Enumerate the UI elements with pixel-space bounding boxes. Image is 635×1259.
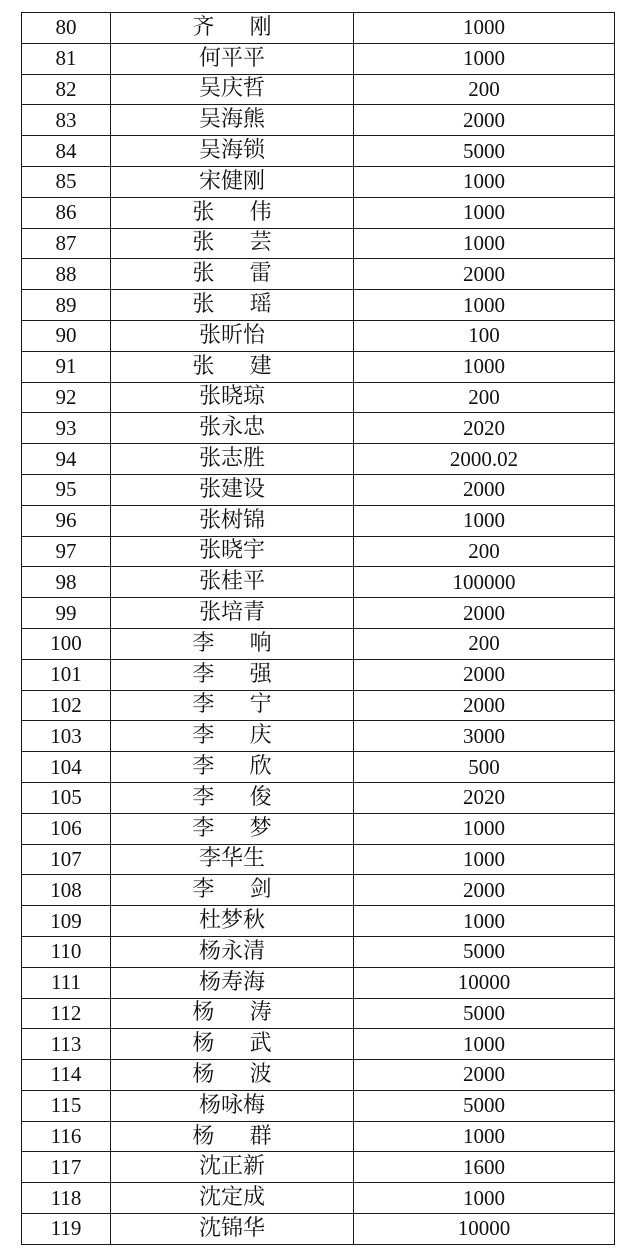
donor-name: 杜梦秋 (111, 906, 354, 937)
donation-amount: 5000 (354, 936, 615, 967)
table-row (22, 1090, 615, 1121)
table-row (22, 813, 615, 844)
row-number: 103 (22, 721, 111, 752)
donation-amount: 2020 (354, 782, 615, 813)
donation-amount: 1000 (354, 228, 615, 259)
row-number: 113 (22, 1029, 111, 1060)
donor-name: 张树锦 (111, 505, 354, 536)
row-number: 116 (22, 1121, 111, 1152)
table-row (22, 1152, 615, 1183)
table-row (22, 598, 615, 629)
table-row (22, 43, 615, 74)
donor-name: 李俊 (111, 782, 354, 813)
donor-name: 杨咏梅 (111, 1090, 354, 1121)
row-number: 84 (22, 136, 111, 167)
donation-amount: 1000 (354, 813, 615, 844)
table-row (22, 721, 615, 752)
table-row (22, 567, 615, 598)
row-number: 97 (22, 536, 111, 567)
row-number: 92 (22, 382, 111, 413)
row-number: 88 (22, 259, 111, 290)
donor-name: 张瑶 (111, 290, 354, 321)
row-number: 112 (22, 998, 111, 1029)
donation-amount: 1000 (354, 166, 615, 197)
table-row (22, 998, 615, 1029)
donor-name: 张昕怡 (111, 320, 354, 351)
donation-amount: 5000 (354, 136, 615, 167)
donor-name: 宋健刚 (111, 166, 354, 197)
donor-name: 吴海锁 (111, 136, 354, 167)
donor-name: 李宁 (111, 690, 354, 721)
donation-amount: 1000 (354, 351, 615, 382)
table-row (22, 505, 615, 536)
row-number: 83 (22, 105, 111, 136)
donor-name: 李响 (111, 628, 354, 659)
row-number: 90 (22, 320, 111, 351)
donation-amount: 3000 (354, 721, 615, 752)
donation-amount: 10000 (354, 967, 615, 998)
table-row (22, 259, 615, 290)
table-row (22, 444, 615, 475)
donor-name: 杨群 (111, 1121, 354, 1152)
table-row (22, 228, 615, 259)
donor-name: 杨波 (111, 1060, 354, 1091)
donor-name: 张建 (111, 351, 354, 382)
donation-amount: 5000 (354, 998, 615, 1029)
table-row (22, 105, 615, 136)
donor-name: 李梦 (111, 813, 354, 844)
row-number: 94 (22, 444, 111, 475)
donor-name: 张培青 (111, 598, 354, 629)
donor-name: 何平平 (111, 43, 354, 74)
row-number: 85 (22, 166, 111, 197)
row-number: 107 (22, 844, 111, 875)
donor-name: 李华生 (111, 844, 354, 875)
donor-name: 李强 (111, 659, 354, 690)
donation-amount: 5000 (354, 1090, 615, 1121)
donation-table-body (22, 13, 615, 1245)
donor-name: 杨武 (111, 1029, 354, 1060)
donor-name: 张芸 (111, 228, 354, 259)
row-number: 89 (22, 290, 111, 321)
table-row (22, 690, 615, 721)
table-row (22, 536, 615, 567)
donor-name: 李欣 (111, 752, 354, 783)
donation-amount: 100 (354, 320, 615, 351)
donor-name: 沈锦华 (111, 1214, 354, 1245)
table-row (22, 1121, 615, 1152)
row-number: 82 (22, 74, 111, 105)
donation-amount: 2000 (354, 659, 615, 690)
table-row (22, 906, 615, 937)
donation-amount: 1000 (354, 290, 615, 321)
table-row (22, 659, 615, 690)
donation-amount: 1000 (354, 1029, 615, 1060)
donation-amount: 2000.02 (354, 444, 615, 475)
table-row (22, 413, 615, 444)
table-row (22, 136, 615, 167)
donation-amount: 200 (354, 628, 615, 659)
donation-table (21, 12, 615, 1245)
table-row (22, 382, 615, 413)
donation-amount: 200 (354, 536, 615, 567)
donation-amount: 2000 (354, 875, 615, 906)
donation-amount: 1000 (354, 906, 615, 937)
row-number: 100 (22, 628, 111, 659)
donor-name: 沈定成 (111, 1183, 354, 1214)
table-row (22, 166, 615, 197)
donation-amount: 1000 (354, 13, 615, 44)
row-number: 105 (22, 782, 111, 813)
table-row (22, 320, 615, 351)
row-number: 86 (22, 197, 111, 228)
table-row (22, 74, 615, 105)
row-number: 118 (22, 1183, 111, 1214)
row-number: 104 (22, 752, 111, 783)
row-number: 119 (22, 1214, 111, 1245)
row-number: 87 (22, 228, 111, 259)
table-row (22, 290, 615, 321)
table-row (22, 1029, 615, 1060)
donation-amount: 1000 (354, 197, 615, 228)
donor-name: 李庆 (111, 721, 354, 752)
table-row (22, 875, 615, 906)
donor-name: 吴海熊 (111, 105, 354, 136)
donor-name: 张晓琼 (111, 382, 354, 413)
table-row (22, 782, 615, 813)
row-number: 98 (22, 567, 111, 598)
row-number: 108 (22, 875, 111, 906)
donation-amount: 500 (354, 752, 615, 783)
row-number: 81 (22, 43, 111, 74)
row-number: 114 (22, 1060, 111, 1091)
donation-amount: 1000 (354, 43, 615, 74)
donor-name: 杨涛 (111, 998, 354, 1029)
donation-amount: 100000 (354, 567, 615, 598)
table-row (22, 197, 615, 228)
donor-name: 张晓宇 (111, 536, 354, 567)
row-number: 117 (22, 1152, 111, 1183)
donation-amount: 2020 (354, 413, 615, 444)
donation-amount: 200 (354, 382, 615, 413)
table-row (22, 967, 615, 998)
row-number: 95 (22, 474, 111, 505)
donor-name: 齐刚 (111, 13, 354, 44)
row-number: 109 (22, 906, 111, 937)
donation-amount: 1600 (354, 1152, 615, 1183)
donation-amount: 2000 (354, 259, 615, 290)
donation-amount: 1000 (354, 844, 615, 875)
donation-amount: 1000 (354, 1121, 615, 1152)
donor-name: 沈正新 (111, 1152, 354, 1183)
table-row (22, 844, 615, 875)
row-number: 106 (22, 813, 111, 844)
donation-amount: 2000 (354, 105, 615, 136)
donation-amount: 2000 (354, 598, 615, 629)
donation-amount: 2000 (354, 1060, 615, 1091)
donor-name: 张志胜 (111, 444, 354, 475)
donation-amount: 2000 (354, 690, 615, 721)
row-number: 93 (22, 413, 111, 444)
table-row (22, 1214, 615, 1245)
donor-name: 张永忠 (111, 413, 354, 444)
row-number: 99 (22, 598, 111, 629)
donor-name: 杨永清 (111, 936, 354, 967)
table-row (22, 1183, 615, 1214)
donor-name: 吴庆哲 (111, 74, 354, 105)
table-row (22, 936, 615, 967)
donation-amount: 1000 (354, 505, 615, 536)
donation-amount: 200 (354, 74, 615, 105)
donor-name: 杨寿海 (111, 967, 354, 998)
row-number: 102 (22, 690, 111, 721)
table-row (22, 628, 615, 659)
table-row (22, 1060, 615, 1091)
row-number: 80 (22, 13, 111, 44)
table-row (22, 13, 615, 44)
donation-amount: 1000 (354, 1183, 615, 1214)
table-row (22, 474, 615, 505)
donor-name: 李剑 (111, 875, 354, 906)
row-number: 110 (22, 936, 111, 967)
row-number: 101 (22, 659, 111, 690)
donation-amount: 2000 (354, 474, 615, 505)
donor-name: 张桂平 (111, 567, 354, 598)
donation-amount: 10000 (354, 1214, 615, 1245)
row-number: 96 (22, 505, 111, 536)
row-number: 91 (22, 351, 111, 382)
table-row (22, 351, 615, 382)
row-number: 115 (22, 1090, 111, 1121)
row-number: 111 (22, 967, 111, 998)
table-row (22, 752, 615, 783)
donor-name: 张建设 (111, 474, 354, 505)
donor-name: 张雷 (111, 259, 354, 290)
donor-name: 张伟 (111, 197, 354, 228)
